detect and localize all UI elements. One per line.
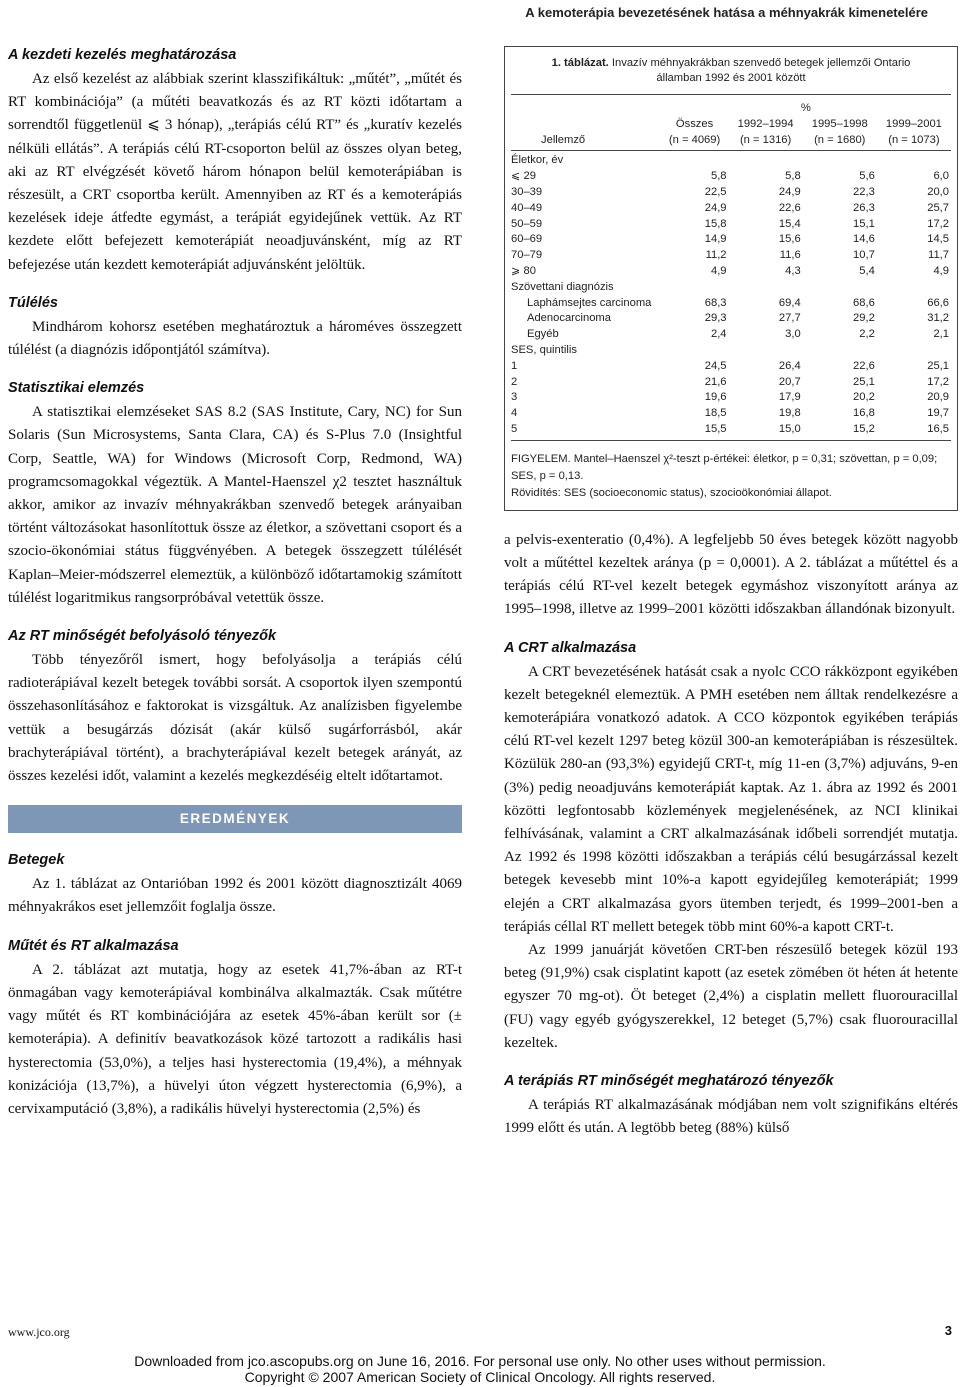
cell-value: 15,6: [778, 233, 801, 246]
row-label: 5: [511, 422, 518, 435]
table-row: [511, 375, 951, 391]
col-header: 1999–2001: [885, 117, 942, 130]
row-label: 1: [511, 359, 518, 372]
cell-value: 4,9: [710, 264, 727, 277]
table-row: [511, 169, 951, 185]
section-patients: [8, 851, 462, 919]
cell-value: 22,6: [778, 201, 801, 214]
section-continued: [504, 529, 958, 622]
percent-header: %: [800, 102, 811, 114]
table-1: [504, 46, 958, 511]
right-column: [504, 46, 958, 1157]
col-header: 1992–1994: [737, 117, 794, 130]
paragraph: Mindhárom kohorsz esetében meghatároztuk a hároméves összegzett túlélést (a diagnózis időpontjától számítva).: [8, 318, 462, 359]
section-title: Műtét és RT alkalmazása: [8, 937, 179, 954]
cell-value: 68,6: [853, 296, 875, 309]
table-row: [511, 201, 951, 217]
footer-url: www.jco.org: [8, 1325, 70, 1339]
cell-value: 66,6: [927, 296, 949, 309]
paragraph: Az első kezelést az alábbiak szerint klasszifikáltuk: „műtét”, „műtét és RT kombinációja” (a műtéti beavatkozás és az RT közti időtartam a sorrendtől függetlenül ⩽ 3 hónap), „terápiás célú RT” és „kuratív kezelés nélküli ellátás”. A terápiás célú RT-csoporton belül az összes olyan beteg, aki az RT elvégzését követő három hónapon belül kemoterápiában is részesült, a CRT csoportba került. Amennyiben az RT és a kemoterápiás kezelések ideje átfedte egymást, a terápiát egyidejűnek vettük. Az RT kezdete előtt befejezett kemoterápiát neoadjuvánsként, míg az RT befejezése után kezdett kemoterápiát adjuvánsként jelöltük.: [8, 71, 462, 273]
table-caption-line1: Invazív méhnyakrákban szenvedő betegek jellemzői Ontario: [611, 57, 911, 69]
cell-value: 14,9: [704, 233, 727, 246]
table-row: [511, 311, 951, 327]
cell-value: 16,5: [927, 422, 949, 435]
cell-value: 5,6: [859, 170, 875, 183]
cell-value: 29,2: [853, 312, 875, 325]
cell-value: 68,3: [704, 296, 727, 309]
cell-value: 20,9: [927, 391, 949, 404]
cell-value: 25,1: [927, 359, 949, 372]
cell-value: 26,3: [853, 201, 875, 214]
table-body: [511, 151, 951, 440]
row-label: Laphámsejtes carcinoma: [527, 296, 652, 309]
table-caption: [511, 56, 951, 86]
col-header-feature: Jellemző: [541, 133, 586, 146]
col-header-n: (n = 1316): [739, 133, 792, 146]
table-note-line: Rövidítés: SES (socioeconomic status), szocioökonómiai állapot.: [511, 486, 832, 499]
section-surgery-rt: [8, 937, 462, 1121]
cell-value: 20,2: [853, 391, 875, 404]
table-row: [511, 390, 951, 406]
table-row: [511, 217, 951, 233]
row-label: Adenocarcinoma: [527, 312, 611, 325]
left-column: [8, 46, 462, 1138]
section-initial-treatment: [8, 46, 462, 277]
row-label: 70–79: [511, 249, 543, 262]
cell-value: 6,0: [933, 170, 949, 183]
col-header-n: (n = 1073): [888, 133, 940, 146]
section-title: Betegek: [8, 852, 65, 869]
cell-value: 20,7: [778, 375, 801, 388]
section-statistics: [8, 379, 462, 610]
paragraph: A 2. táblázat azt mutatja, hogy az esetek 41,7%-ában az RT-t önmagában vagy kemoterápiával kombinálva alkalmazták. Csak műtétre vagy műtét és RT kombinációjára az esetek 45%-ában került sor (± kemoterápia). A definitív beavatkozások közé tartozott a radikális hasi hysterectomia (53,0%), a teljes hasi hysterectomia (19,4%), a méhnyak konizációja (13,7%), a hüvelyi úton végzett hysterectomia (6,9%), a cervixamputáció (3,8%), a radikális hüvelyi hysterectomia (2,5%) és: [8, 961, 462, 1117]
cell-value: 24,9: [704, 201, 727, 214]
cell-value: 25,7: [927, 201, 949, 214]
row-label: 3: [511, 391, 518, 404]
paragraph: Az 1. táblázat az Ontarióban 1992 és 2001 között diagnosztizált 4069 méhnyakrákos eset jellemzőit foglalja össze.: [8, 876, 462, 916]
paragraph: Az 1999 januárját követően CRT-ben részesülő betegek közül 193 beteg (91,9%) csak cisplatint kapott (az esetek zömében öt héten át hetente egyszer 70 mg-ot). Öt beteget (2,4%) a cisplatin mellett fluorouracillal (FU) vagy egyéb gyógyszerekkel, 12 beteget (5,7%) csak fluorouracillal kezeltek.: [504, 941, 958, 1051]
row-label: Egyéb: [527, 328, 559, 341]
cell-value: 4,3: [785, 264, 801, 277]
col-header-n: (n = 1680): [814, 133, 866, 146]
cell-value: 16,8: [853, 407, 875, 420]
cell-value: 11,6: [779, 249, 801, 262]
cell-value: 31,2: [927, 312, 949, 325]
row-label: 30–39: [511, 185, 543, 198]
cell-value: 24,5: [704, 359, 727, 372]
cell-value: 15,1: [853, 217, 875, 230]
table-row: [511, 264, 951, 280]
cell-value: 24,9: [778, 185, 801, 198]
download-notice: Downloaded from jco.ascopubs.org on June 16, 2016. For personal use only. No other uses without permission.: [134, 1353, 826, 1369]
running-head: A kemoterápia bevezetésének hatása a méhnyakrák kimenetelére: [525, 5, 928, 20]
cell-value: 3,0: [785, 328, 801, 341]
table-row: [511, 406, 951, 422]
table-caption-line2: államban 1992 és 2001 között: [656, 72, 806, 84]
cell-value: 15,2: [853, 422, 875, 435]
section-rt-factors: [504, 1072, 958, 1140]
cell-value: 2,4: [710, 328, 727, 341]
section-title: Az RT minőségét befolyásoló tényezők: [8, 628, 277, 645]
cell-value: 15,4: [778, 217, 801, 230]
cell-value: 2,2: [859, 328, 875, 341]
page-number: 3: [944, 1323, 952, 1338]
col-header: Összes: [675, 117, 714, 130]
section-title: Túlélés: [8, 294, 58, 311]
cell-value: 19,6: [704, 391, 727, 404]
section-title: Statisztikai elemzés: [8, 380, 145, 397]
row-label: ⩽ 29: [511, 170, 536, 183]
cell-value: 17,9: [778, 391, 801, 404]
row-label: 50–59: [511, 217, 543, 230]
table-row: [511, 359, 951, 375]
group-title: Életkor, év: [511, 154, 564, 167]
row-label: 60–69: [511, 233, 543, 246]
cell-value: 22,3: [853, 185, 875, 198]
cell-value: 15,0: [778, 422, 801, 435]
paragraph: A statisztikai elemzéseket SAS 8.2 (SAS Institute, Cary, NC) for Sun Solaris (Sun Microsystems, Santa Clara, CA) és S-Plus 7.0 (Insightful Corp, Seattle, WA) for Windows (Microsoft Corp, Redmond, WA) programcsomagokkal végeztük. A Mantel-Haenszel χ2 tesztet használtuk akkor, amikor az invazív méhnyakrákban szenvedő betegek arányaiban történt változásokat hasonlítottuk össze az életkor, a szövettani csoport és a szocio-ökonómiai státus függvényében. A betegek összegzett túlélését Kaplan–Meier-módszerrel elemeztük, a különböző időtartamokig számított túlélést logaritmikus rangsorpróbával vetettük össze.: [8, 404, 462, 606]
cell-value: 22,5: [704, 185, 727, 198]
results-banner: EREDMÉNYEK: [8, 805, 462, 833]
section-title: A terápiás RT minőségét meghatározó tényezők: [504, 1073, 834, 1089]
cell-value: 17,2: [927, 375, 949, 388]
section-rt-quality: [8, 627, 462, 788]
cell-value: 19,8: [778, 407, 801, 420]
table-group-row: [511, 343, 951, 359]
cell-value: 14,6: [853, 233, 875, 246]
row-label: 40–49: [511, 201, 543, 214]
cell-value: 14,5: [927, 233, 949, 246]
cell-value: 5,4: [859, 264, 875, 277]
cell-value: 27,7: [778, 312, 801, 325]
cell-value: 2,1: [933, 328, 949, 341]
copyright-notice: Copyright © 2007 American Society of Clinical Oncology. All rights reserved.: [244, 1369, 716, 1385]
cell-value: 22,6: [853, 359, 875, 372]
table-row: [511, 296, 951, 312]
group-title: SES, quintilis: [511, 343, 577, 356]
cell-value: 17,2: [927, 217, 949, 230]
section-crt: [504, 639, 958, 1055]
col-header: 1995–1998: [811, 117, 868, 130]
section-title: A CRT alkalmazása: [504, 639, 637, 656]
cell-value: 10,7: [853, 249, 875, 262]
cell-value: 29,3: [704, 312, 727, 325]
table-row: [511, 232, 951, 248]
section-title: A kezdeti kezelés meghatározása: [8, 47, 237, 63]
table-label: 1. táblázat.: [551, 57, 609, 69]
paragraph: a pelvis-exenteratio (0,4%). A legfeljebb 50 éves betegek között nagyobb volt a műtéttel kezeltek aránya (p = 0,0001). A 2. táblázat a műtéttel és a terápiás célú RT-vel kezelt betegek egymáshoz viszonyított aránya az 1995–1998, illetve az 1999–2001 közötti időszakban állandónak bizonyult.: [504, 531, 958, 618]
paragraph: A CRT bevezetésének hatását csak a nyolc CCO rákközpont egyikében kezelt betegeknél elemeztük. A PMH esetében nem álltak rendelkezésre a kemoterápiára vonatkozó adatok. A CCO központok egyikében terápiás célú RT-vel kezelt 1297 beteg közül 300-an kemoterápiában is részesültek. Közülük 280-an (93,3%) egyidejű CRT-t, míg 11-en (3,7%) adjuváns, 9-en (3%) pedig neoadjuváns kemoterápiát kaptak. Az 1. ábra az 1992 és 2001 közötti legfontosabb közlemények megjelenésének, az NCI klinikai felhívásának, valamint a CRT alkalmazásának időbeli sorrendjét mutatja. Az 1992 és 1998 közötti időszakban a terápiás célú besugárzással kezelt betegek kevesebb mint 10%-a kapott egyidejűleg kemoterápiát; 1999 elején a CRT alkalmazása gyors ütemben terjedt, és 1999–2001-ben a terápiás céllal RT mellett betegek több mint 60%-a kapott CRT-t.: [504, 663, 958, 935]
col-header-n: (n = 4069): [668, 133, 721, 146]
cell-value: 11,7: [928, 249, 949, 262]
table-row: [511, 185, 951, 201]
table-row: [511, 327, 951, 343]
row-label: ⩾ 80: [511, 264, 536, 277]
table-row: [511, 248, 951, 264]
cell-value: 69,4: [778, 296, 801, 309]
cell-value: 20,0: [927, 185, 949, 198]
cell-value: 19,7: [927, 407, 949, 420]
cell-value: 5,8: [785, 170, 801, 183]
cell-value: 5,8: [710, 170, 727, 183]
group-title: Szövettani diagnózis: [511, 280, 614, 293]
paragraph: Több tényezőről ismert, hogy befolyásolja a terápiás célú radioterápiával kezelt betegek további sorsát. A csoportok ilyen szempontú összehasonlításához e faktorokat is vizsgáltuk. Az analízisben figyelembe vettük a besugárzás dózisát (akár külső sugárforrásból, akár brachyterápiával történt), a brachyterápiával kezelt betegek arányát, az összes kezelési időt, valamint a kezelés megkezdéséig eltelt időtartamot.: [8, 652, 462, 785]
table-row: [511, 422, 951, 440]
cell-value: 18,5: [704, 407, 727, 420]
data-table: [511, 94, 951, 441]
cell-value: 11,2: [705, 249, 727, 262]
table-group-row: [511, 280, 951, 296]
cell-value: 25,1: [853, 375, 875, 388]
row-label: 4: [511, 407, 518, 420]
cell-value: 4,9: [933, 264, 949, 277]
table-group-row: [511, 151, 951, 169]
cell-value: 15,5: [704, 422, 727, 435]
row-label: 2: [511, 375, 518, 388]
paragraph: A terápiás RT alkalmazásának módjában nem volt szignifikáns eltérés 1999 előtt és után. A legtöbb beteg (88%) külső: [504, 1097, 958, 1137]
section-survival: [8, 294, 462, 362]
cell-value: 15,8: [704, 217, 727, 230]
cell-value: 26,4: [778, 359, 801, 372]
table-note-line: FIGYELEM. Mantel–Haenszel χ²-teszt p-értékei: életkor, p = 0,31; szövettan, p = 0,09; SES, p = 0,13.: [511, 452, 938, 482]
table-note: [511, 451, 951, 502]
cell-value: 21,6: [704, 375, 727, 388]
